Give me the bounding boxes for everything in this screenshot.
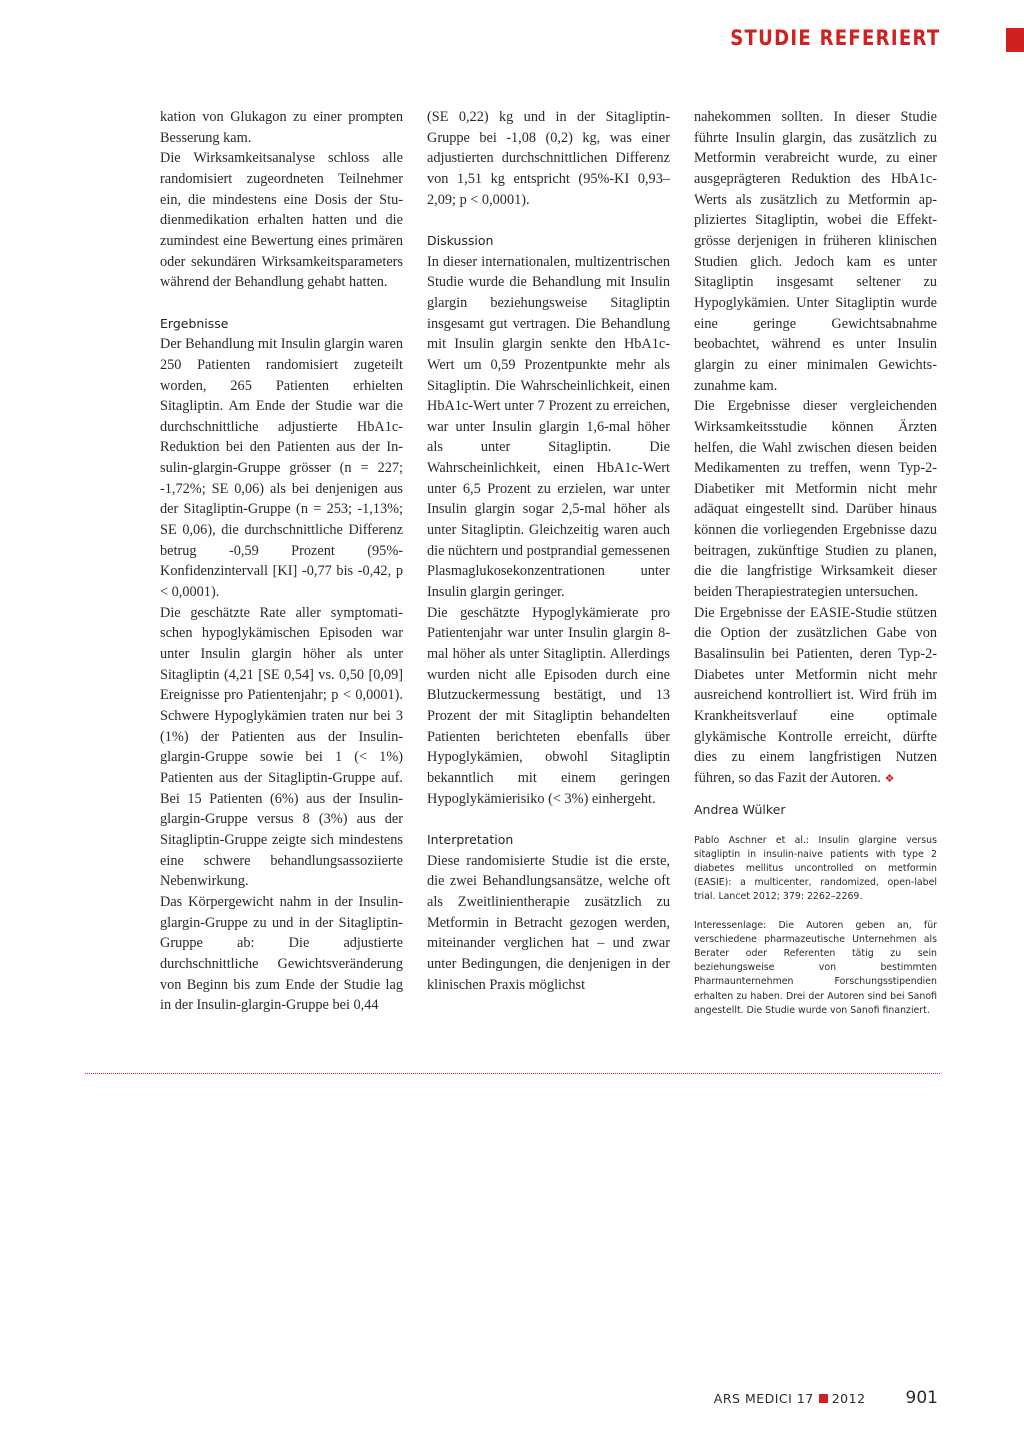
page-footer bbox=[714, 1388, 938, 1408]
journal-year: 2012 bbox=[831, 1391, 866, 1406]
paragraph: Die Ergebnisse dieser vergleichenden Wirksamkeitsstudie können Ärzten helfen, die Wahl zwischen diesen beiden Medikamenten zu treffen, wenn Typ-2-Diabetiker mit Metformin nicht mehr adäquat eingestellt sind. Darüber hinaus können die vorliegenden Ergebnisse dazu beitragen, zukünftige Studien zu planen, die die langfristige Wirksamkeit dieser beiden Therapiestrategien untersuchen. bbox=[694, 398, 937, 601]
paragraph: In dieser internationalen, multizentrischen Studie wurde die Behandlung mit Insulin glargin beziehungsweise Sitagliptin insgesamt gut vertragen. Die Behandlung mit Insulin glargin senkte den HbA1c-Wert um 0,59 Prozentpunkte mehr als Sitagliptin. Die Wahrscheinlichkeit, einen HbA1c-Wert unter 7 Prozent zu erreichen, war unter Insulin glargin 1,6-mal höher als unter Sitagliptin. Die Wahrscheinlichkeit, einen HbA1c-Wert unter 6,5 Prozent zu erzielen, war unter Insulin glargin sogar 2,5-mal höher als unter Sitagliptin. Gleichzeitig waren auch die nüchtern und postprandial gemessenen Plasmaglukosekonzentrationen unter Insulin glargin geringer. bbox=[427, 253, 670, 601]
paragraph-final bbox=[694, 603, 937, 790]
end-mark-icon: ❖ bbox=[884, 773, 895, 785]
section-heading-diskussion: Diskussion bbox=[427, 232, 494, 248]
paragraph-text: Die Ergebnisse der EASIE-Studie stützen die Option der zusätzlichen Gabe von Basalinsulin bei Patienten, deren Typ-2-Diabetes unter Metformin nicht mehr ausreichend kontrolliert ist. Wird früh im Krankheitsverlauf eine optimale glykämische Kontrolle erreicht, dürfte dies zu einem langfristigen Nutzen führen, so das Fazit der Autoren. bbox=[694, 604, 937, 786]
paragraph: (SE 0,22) kg und in der Sitagliptin-Gruppe bei -1,08 (0,2) kg, was einer adjustierten durchschnittlichen Differenz von 1,51 kg entspricht (95%-KI 0,93–2,09; p < 0,0001). bbox=[427, 109, 670, 208]
author-name: Andrea Wülker bbox=[694, 801, 786, 817]
section-heading-ergebnisse: Ergebnisse bbox=[160, 315, 229, 331]
page-number: 901 bbox=[905, 1388, 938, 1408]
journal-name: ARS MEDICI 17 bbox=[713, 1391, 814, 1406]
disclosure-note: Interessenlage: Die Autoren geben an, für verschiedene pharmazeutische Unternehmen als Berater oder Referenten tätig zu sein beziehungsweise von bestimmten Pharmaunternehmen Forschungsstipendien erhalten zu haben. Drei der Autoren sind bei Sanofi angestellt. Die Studie wurde von Sanofi finanziert. bbox=[694, 919, 937, 1016]
section-marker bbox=[1006, 28, 1024, 52]
text-column-2 bbox=[427, 107, 670, 995]
reference-citation: Pablo Aschner et al.: Insulin glargine versus sitagliptin in insulin-naive patients with type 2 diabetes mellitus uncontrolled on metformin (EASIE): a multicenter, randomized, open-label trial. Lancet 2012; 379: 2262–2269. bbox=[694, 834, 937, 903]
paragraph: Diese randomisierte Studie ist die erste, die zwei Behandlungsansätze, welche oft als Zweitlinientherapie zusätzlich zu Metformin in Betracht gezogen werden, miteinander verglichen hat – und zwar unter Bedingungen, die denjenigen in der klinischen Praxis möglichst bbox=[427, 852, 670, 993]
paragraph: Die Wirksamkeitsanalyse schloss alle randomisiert zugeordneten Teilnehmer ein, die mindestens eine Dosis der Studienmedikation erhalten hatten und die zumindest eine Bewertung eines primären oder sekundären Wirksamkeitsparameters während der Behandlung gehabt hatten. bbox=[160, 150, 403, 291]
paragraph: nahekommen sollten. In dieser Studie führte Insulin glargin, das zusätzlich zu Metformin verabreicht wurde, zu einer ausgeprägteren Reduktion des HbA1c-Werts als zusätzlich zu Metformin appliziertes Sitagliptin, wobei die Effektgrösse derjenigen in früheren klinischen Studien glich. Jedoch kam es unter Sitagliptin insgesamt seltener zu Hypoglykämien. Unter Sitagliptin wurde eine geringe Gewichtsabnahme beobachtet, während es unter Insulin glargin zu einer minimalen Gewichtszunahme kam. bbox=[694, 109, 937, 394]
paragraph: Die geschätzte Hypoglykämierate pro Patientenjahr war unter Insulin glargin 8-mal höher als unter Sitagliptin. Allerdings wurden nicht alle Episoden durch eine Blutzuckermessung bestätigt, und 13 Prozent der mit Sitagliptin behandelten Patienten berichteten ebenfalls über Hypoglykämien, obwohl Sitagliptin bekanntlich mit einem geringen Hypoglykämierisiko (< 3%) einhergeht. bbox=[427, 604, 670, 807]
paragraph: Das Körpergewicht nahm in der Insulin-glargin-Gruppe zu und in der Sitagliptin-Gruppe ab: Die adjustierte durchschnittliche Gewichtsveränderung von Beginn bis zum Ende der Studie lag in der Insulin-glargin-Gruppe bei 0,44 bbox=[160, 893, 403, 1014]
text-column-3 bbox=[694, 107, 937, 1018]
text-column-1 bbox=[160, 107, 403, 1016]
paragraph: Die geschätzte Rate aller symptomatischen hypoglykämischen Episoden war unter Insulin glargin höher als unter Sitagliptin (4,21 [SE 0,54] vs. 0,50 [0,09] Ereignisse pro Patientenjahr; p < 0,0001). Schwere Hypoglykämien traten nur bei 3 (1%) der Patienten aus der Insulin-glargin-Gruppe sowie bei 1 (< 1%) Patienten aus der Sitagliptin-Gruppe auf. Bei 15 Patienten (6%) aus der Insulin-glargin-Gruppe versus 8 (3%) aus der Sitagliptin-Gruppe zeigte sich mindestens eine schwere behandlungsassoziierte Nebenwirkung. bbox=[160, 604, 403, 890]
paragraph: kation von Glukagon zu einer prompten Besserung kam. bbox=[160, 109, 403, 146]
section-heading-interpretation: Interpretation bbox=[427, 831, 514, 847]
section-title: STUDIE REFERIERT bbox=[729, 26, 940, 50]
paragraph: Der Behandlung mit Insulin glargin waren 250 Patienten randomisiert zugeteilt worden, 265 Patienten erhielten Sitagliptin. Am Ende der Studie war die durchschnittliche adjustierte HbA1c-Reduktion bei den Patienten aus der Insulin-glargin-Gruppe grösser (n = 227; -1,72%; SE 0,06) als bei denjenigen aus der Sitagliptin-Gruppe (n = 253; -1,13%; SE 0,06), die durchschnittliche Differenz betrug -0,59 Prozent (95%-Konfidenzintervall [KI] -0,77 bis -0,42, p < 0,0001). bbox=[160, 336, 403, 601]
dotted-divider bbox=[85, 1073, 940, 1074]
square-icon bbox=[819, 1394, 828, 1403]
